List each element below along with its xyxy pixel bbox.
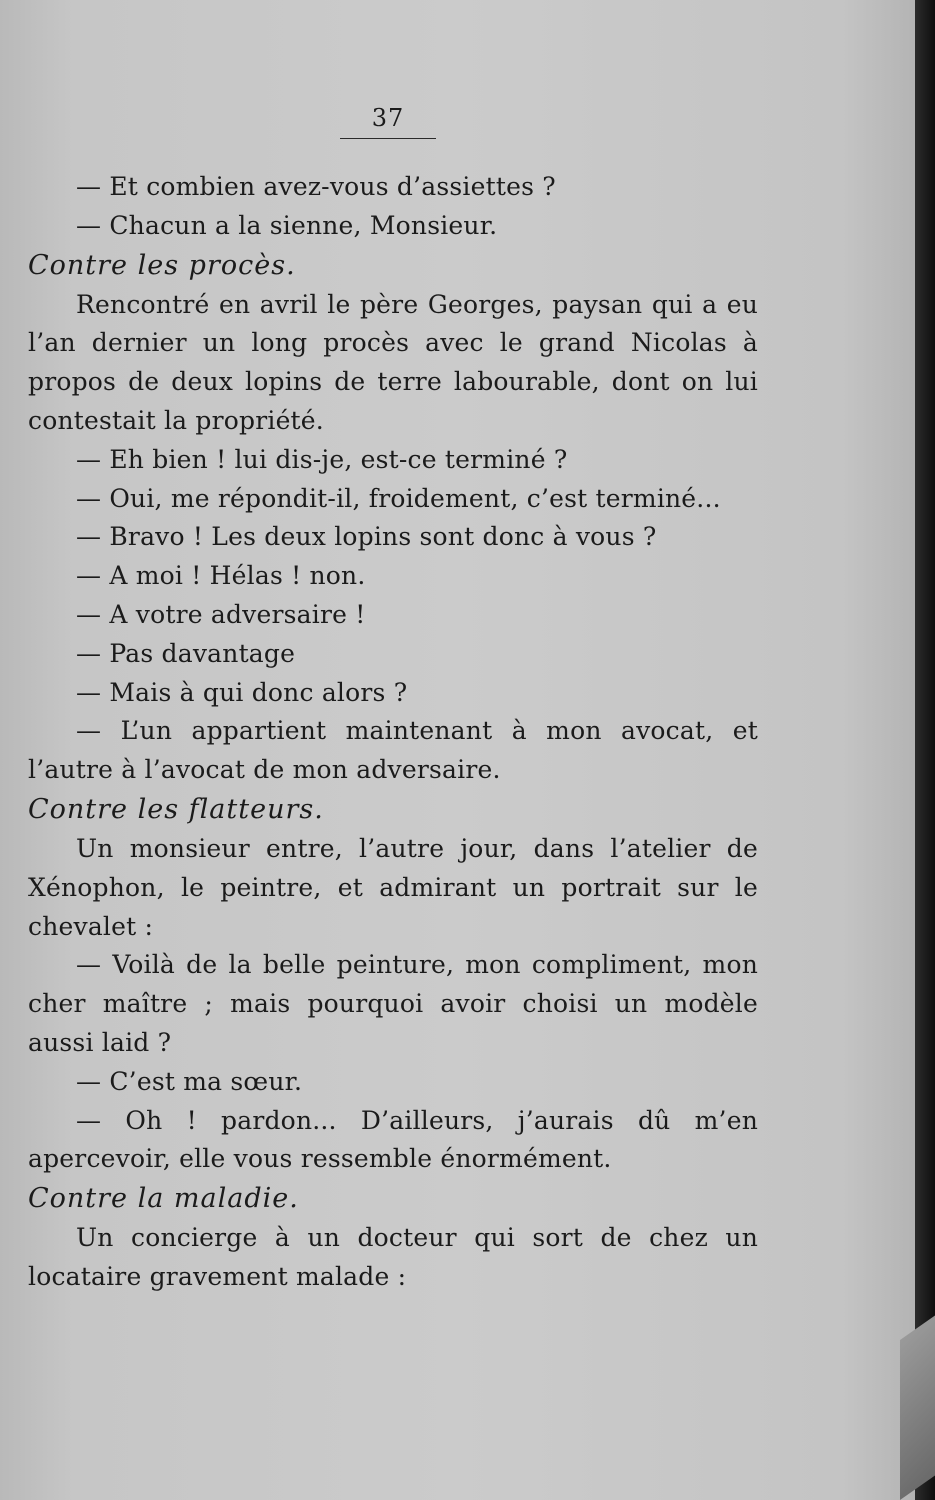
dialogue-line: — A votre adversaire ! xyxy=(76,599,366,629)
page-text xyxy=(28,168,758,1297)
dialogue-line: — Oui, me répondit-il, froidement, c’est terminé... xyxy=(76,483,721,513)
dialogue-line: — L’un appartient maintenant à mon avocat, et l’autre à l’avocat de mon adversaire. xyxy=(28,716,758,785)
page-number: 37 xyxy=(371,104,405,132)
dialogue-line: — Voilà de la belle peinture, mon compliment, mon cher maître ; mais pourquoi avoir choisi un modèle aussi laid ? xyxy=(28,950,758,1057)
paragraph: Un concierge à un docteur qui sort de chez un locataire gravement malade : xyxy=(28,1223,758,1291)
page-number-rule xyxy=(340,138,436,139)
page-edge-shadow xyxy=(915,0,935,1500)
paragraph: Un monsieur entre, l’autre jour, dans l’atelier de Xénophon, le peintre, et admirant un portrait sur le chevalet : xyxy=(28,833,758,941)
dialogue-line: — C’est ma sœur. xyxy=(76,1066,303,1096)
dialogue-line: — Pas davantage xyxy=(76,638,296,668)
dialogue-line: — Oh ! pardon... D’ailleurs, j’aurais dû m’en apercevoir, elle vous ressemble énormément. xyxy=(28,1105,758,1174)
section-title: Contre la maladie. xyxy=(28,1183,299,1215)
dialogue-line: — Eh bien ! lui dis-je, est-ce terminé ? xyxy=(76,444,568,474)
dialogue-line: — Chacun a la sienne, Monsieur. xyxy=(76,210,498,240)
section-title: Contre les procès. xyxy=(28,249,296,281)
dialogue-line: — Mais à qui donc alors ? xyxy=(76,677,408,707)
page-corner-fold xyxy=(900,1315,935,1500)
paragraph: Rencontré en avril le père Georges, paysan qui a eu l’an dernier un long procès avec le grand Nicolas à propos de deux lopins de terre labourable, dont on lui contestait la propriété. xyxy=(28,289,758,435)
dialogue-line: — Et combien avez-vous d’assiettes ? xyxy=(76,172,556,201)
dialogue-line: — A moi ! Hélas ! non. xyxy=(76,561,366,591)
section-title: Contre les flatteurs. xyxy=(28,793,324,825)
dialogue-line: — Bravo ! Les deux lopins sont donc à vous ? xyxy=(76,522,657,552)
